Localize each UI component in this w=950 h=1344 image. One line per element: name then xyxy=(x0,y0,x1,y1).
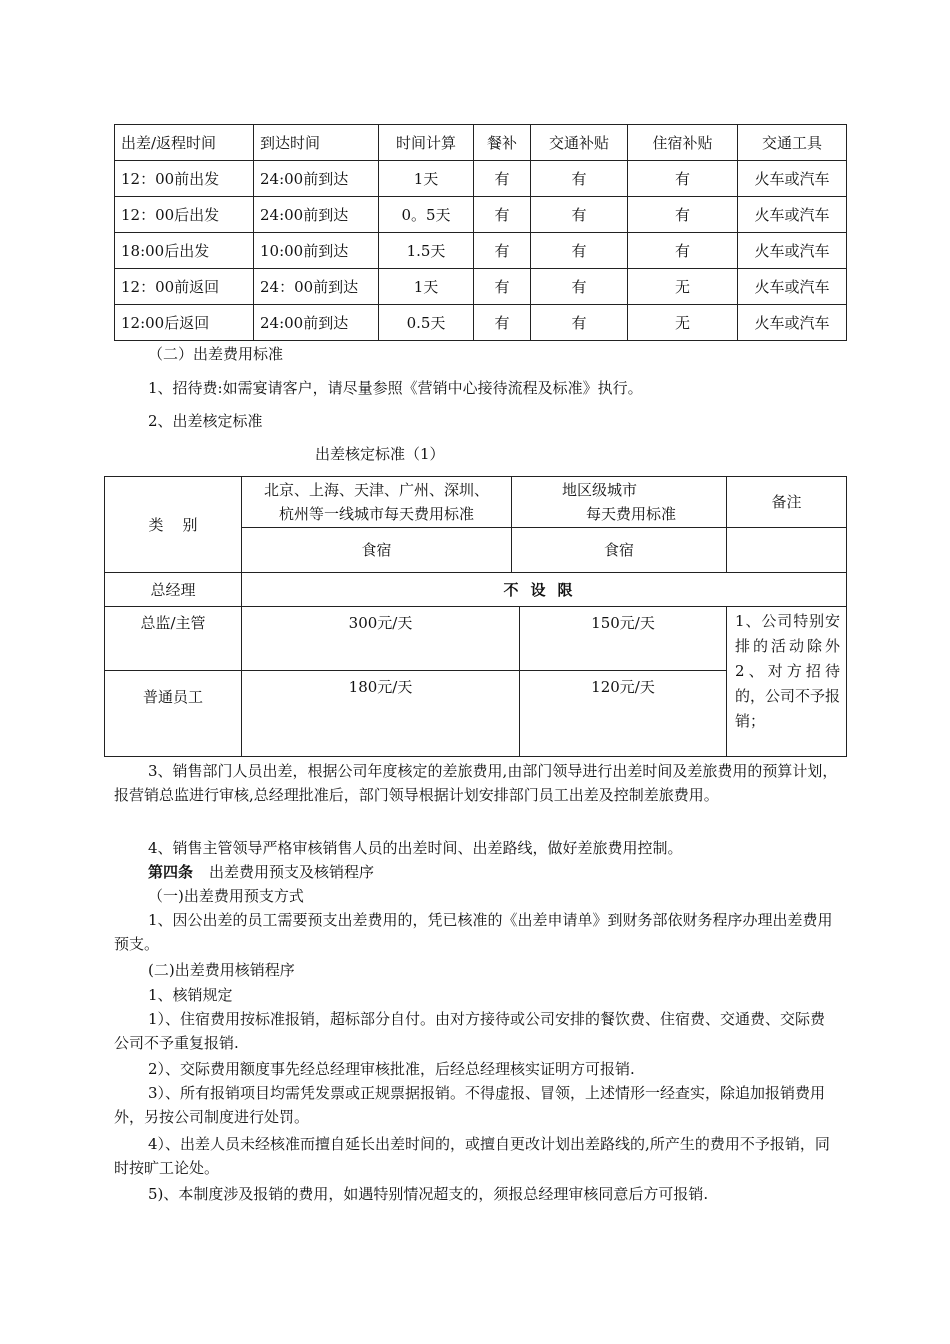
table-cell: 24:00前到达 xyxy=(254,161,379,197)
table-cell: 24：00前到达 xyxy=(254,269,379,305)
table-cell xyxy=(727,528,847,573)
table-cell: 有 xyxy=(531,269,628,305)
table-cell: 火车或汽车 xyxy=(738,269,847,305)
table-row xyxy=(115,197,847,233)
table-cell: 无 xyxy=(628,305,738,341)
table-cell: 24:00前到达 xyxy=(254,305,379,341)
table-row xyxy=(115,161,847,197)
table-cell: 12：00前出发 xyxy=(115,161,254,197)
section-heading: （二）出差费用标准 xyxy=(148,345,284,363)
header-line: 地区级城市 xyxy=(562,481,638,499)
table-cell: 12:00后返回 xyxy=(115,305,254,341)
table-cell: 有 xyxy=(628,233,738,269)
table-cell: 有 xyxy=(474,305,531,341)
table-row xyxy=(105,607,847,671)
article-heading xyxy=(148,862,374,882)
table-cell: 有 xyxy=(531,161,628,197)
table-cell: 食宿 xyxy=(512,528,727,573)
table-cell: 有 xyxy=(474,233,531,269)
table-cell: 120元/天 xyxy=(520,671,727,757)
header-line: 北京、上海、天津、广州、深圳、 xyxy=(263,481,489,499)
table-cell: 1天 xyxy=(379,269,474,305)
table-title: 出差核定标准（1） xyxy=(315,445,445,463)
table-row xyxy=(115,305,847,341)
article-number: 第四条 xyxy=(148,863,194,881)
rule-heading: 1、核销规定 xyxy=(148,986,233,1004)
article-title: 出差费用预支及核销程序 xyxy=(209,863,375,881)
row-label: 总经理 xyxy=(105,573,242,607)
regional-city-header xyxy=(512,477,727,528)
table-cell: 火车或汽车 xyxy=(738,161,847,197)
table-cell: 10:00前到达 xyxy=(254,233,379,269)
table-cell: 0.5天 xyxy=(379,305,474,341)
header-line: 杭州等一线城市每天费用标准 xyxy=(278,505,474,523)
expense-standard-table xyxy=(104,476,847,757)
table-cell: 有 xyxy=(531,233,628,269)
paragraph: 1、因公出差的员工需要预支出差费用的，凭已核准的《出差申请单》到财务部依财务程序办理出差费用预支。 xyxy=(114,911,833,953)
subsection-heading: （一)出差费用预支方式 xyxy=(148,887,304,905)
paragraph: 4、销售主管领导严格审核销售人员的出差时间、出差路线，做好差旅费用控制。 xyxy=(148,839,683,857)
table-cell: 0。5天 xyxy=(379,197,474,233)
table-cell: 180元/天 xyxy=(242,671,520,757)
table-cell: 有 xyxy=(531,305,628,341)
table-cell: 有 xyxy=(474,269,531,305)
table-cell: 有 xyxy=(628,161,738,197)
table-cell: 有 xyxy=(474,161,531,197)
paragraph: 4）、出差人员未经核准而擅自延长出差时间的，或擅自更改计划出差路线的,所产生的费用不予报销，同时按旷工论处。 xyxy=(114,1135,830,1177)
remark-header: 备注 xyxy=(727,477,847,528)
header-line: 每天费用标准 xyxy=(586,505,677,523)
row-label: 总监/主管 xyxy=(105,607,242,671)
table-cell: 火车或汽车 xyxy=(738,233,847,269)
table-cell: 有 xyxy=(474,197,531,233)
table-cell: 1.5天 xyxy=(379,233,474,269)
table-cell: 食宿 xyxy=(242,528,512,573)
table-cell: 12：00后出发 xyxy=(115,197,254,233)
no-limit-value: 不设限 xyxy=(242,573,847,607)
row-label: 普通员工 xyxy=(105,671,242,757)
table-cell: 火车或汽车 xyxy=(738,197,847,233)
header-cell: 餐补 xyxy=(474,125,531,161)
table-header-row xyxy=(115,125,847,161)
table-header-row xyxy=(105,477,847,528)
table-cell: 有 xyxy=(628,197,738,233)
subsection-heading: (二)出差费用核销程序 xyxy=(148,961,295,979)
header-cell: 交通补贴 xyxy=(531,125,628,161)
paragraph: 2）、交际费用额度事先经总经理审核批准，后经总经理核实证明方可报销. xyxy=(148,1060,635,1078)
paragraph: 2、出差核定标准 xyxy=(148,412,263,430)
tier1-city-header xyxy=(242,477,512,528)
paragraph: 1）、住宿费用按标准报销，超标部分自付。由对方接待或公司安排的餐饮费、住宿费、交通费、交际费公司不予重复报销. xyxy=(114,1010,826,1052)
paragraph: 5)、本制度涉及报销的费用，如遇特别情况超支的，须报总经理审核同意后方可报销. xyxy=(148,1185,709,1203)
paragraph: 1、招待费:如需宴请客户，请尽量参照《营销中心接待流程及标准》执行。 xyxy=(148,379,643,397)
table-cell: 300元/天 xyxy=(242,607,520,671)
remark-cell: 1、公司特别安排的活动除外2、对方招待的，公司不予报销； xyxy=(727,607,847,757)
table-cell: 火车或汽车 xyxy=(738,305,847,341)
header-cell: 交通工具 xyxy=(738,125,847,161)
table-cell: 24:00前到达 xyxy=(254,197,379,233)
travel-schedule-table xyxy=(114,124,847,341)
table-row xyxy=(105,573,847,607)
table-cell: 无 xyxy=(628,269,738,305)
header-cell: 出差/返程时间 xyxy=(115,125,254,161)
paragraph: 3、销售部门人员出差，根据公司年度核定的差旅费用,由部门领导进行出差时间及差旅费用的预算计划，报营销总监进行审核,总经理批准后，部门领导根据计划安排部门员工出差及控制差旅费用。 xyxy=(114,762,838,804)
table-row xyxy=(115,233,847,269)
table-cell: 150元/天 xyxy=(520,607,727,671)
table-cell: 1天 xyxy=(379,161,474,197)
table-cell: 12：00前返回 xyxy=(115,269,254,305)
table-cell: 有 xyxy=(531,197,628,233)
header-cell: 到达时间 xyxy=(254,125,379,161)
paragraph: 3）、所有报销项目均需凭发票或正规票据报销。不得虚报、冒领，上述情形一经查实，除追加报销费用外，另按公司制度进行处罚。 xyxy=(114,1084,826,1126)
table-cell: 18:00后出发 xyxy=(115,233,254,269)
table-row xyxy=(115,269,847,305)
header-cell: 时间计算 xyxy=(379,125,474,161)
category-header: 类 别 xyxy=(105,477,242,573)
header-cell: 住宿补贴 xyxy=(628,125,738,161)
